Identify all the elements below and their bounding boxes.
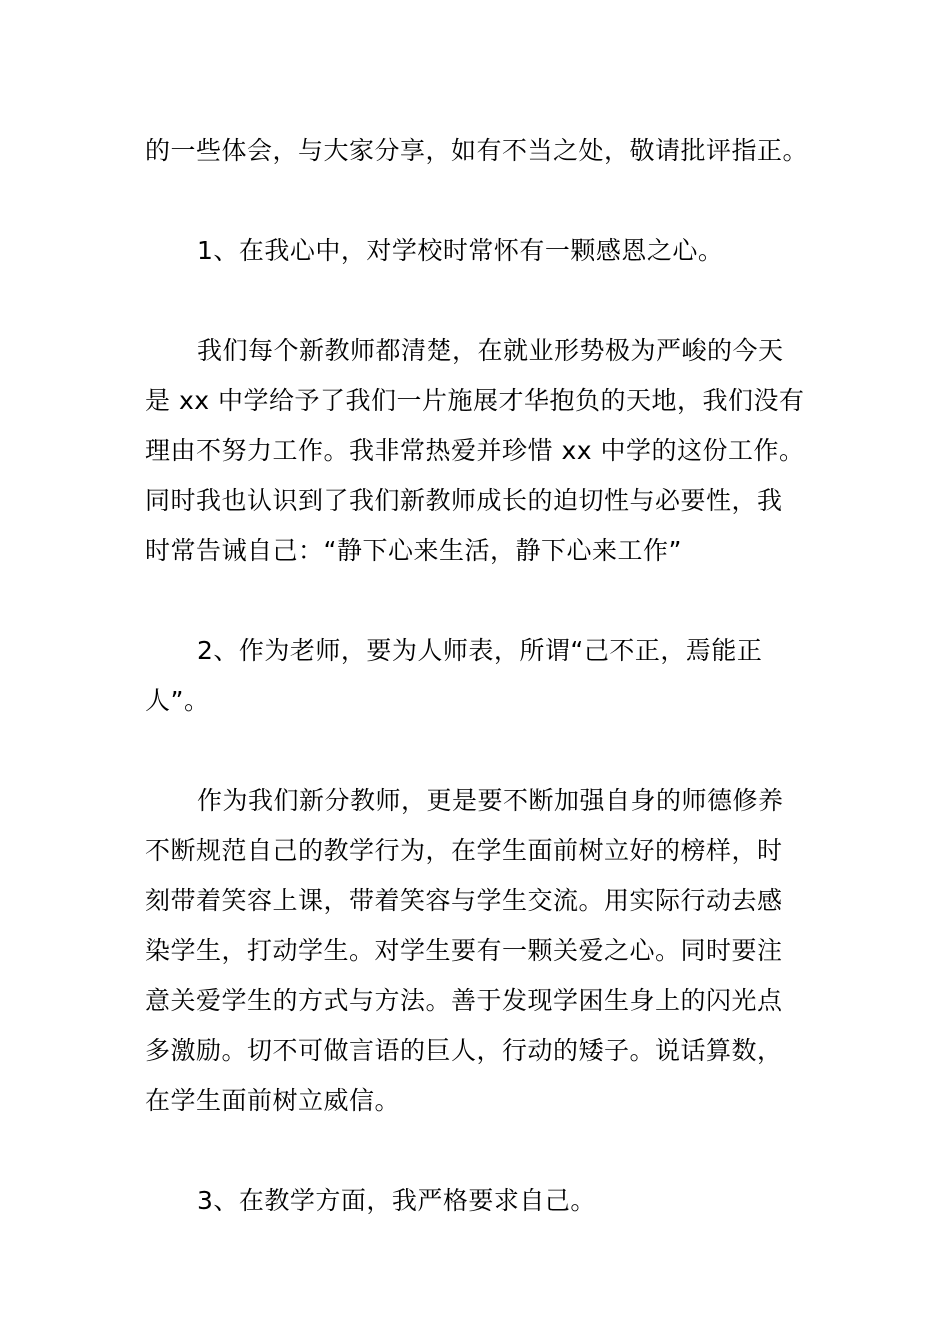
text-line: 染学生，打动学生。对学生要有一颗关爱之心。同时要注 bbox=[145, 936, 783, 965]
text-line: 我们每个新教师都清楚，在就业形势极为严峻的今天 bbox=[197, 336, 784, 365]
text-line: 不断规范自己的教学行为，在学生面前树立好的榜样，时 bbox=[145, 836, 783, 865]
text-line: 的一些体会，与大家分享，如有不当之处，敬请批评指正。 bbox=[145, 136, 809, 165]
text-line: 意关爱学生的方式与方法。善于发现学困生身上的闪光点 bbox=[145, 986, 783, 1015]
section-heading-2: 2、作为老师，要为人师表，所谓“己不正，焉能正 bbox=[197, 636, 763, 665]
text-line: 在学生面前树立威信。 bbox=[145, 1086, 401, 1115]
section-heading-1: 1、在我心中，对学校时常怀有一颗感恩之心。 bbox=[197, 236, 724, 265]
section-heading-2-continued: 人”。 bbox=[145, 686, 210, 715]
text-line: 理由不努力工作。我非常热爱并珍惜 xx 中学的这份工作。 bbox=[145, 436, 805, 465]
text-line: 时常告诫自己：“静下心来生活，静下心来工作” bbox=[145, 536, 682, 565]
text-line: 作为我们新分教师，更是要不断加强自身的师德修养 bbox=[197, 786, 784, 815]
text-line: 刻带着笑容上课，带着笑容与学生交流。用实际行动去感 bbox=[145, 886, 783, 915]
section-heading-3: 3、在教学方面，我严格要求自己。 bbox=[197, 1186, 596, 1215]
text-line: 是 xx 中学给予了我们一片施展才华抱负的天地，我们没有 bbox=[145, 386, 805, 415]
text-line: 同时我也认识到了我们新教师成长的迫切性与必要性，我 bbox=[145, 486, 783, 515]
text-line: 多激励。切不可做言语的巨人，行动的矮子。说话算数， bbox=[145, 1036, 783, 1065]
